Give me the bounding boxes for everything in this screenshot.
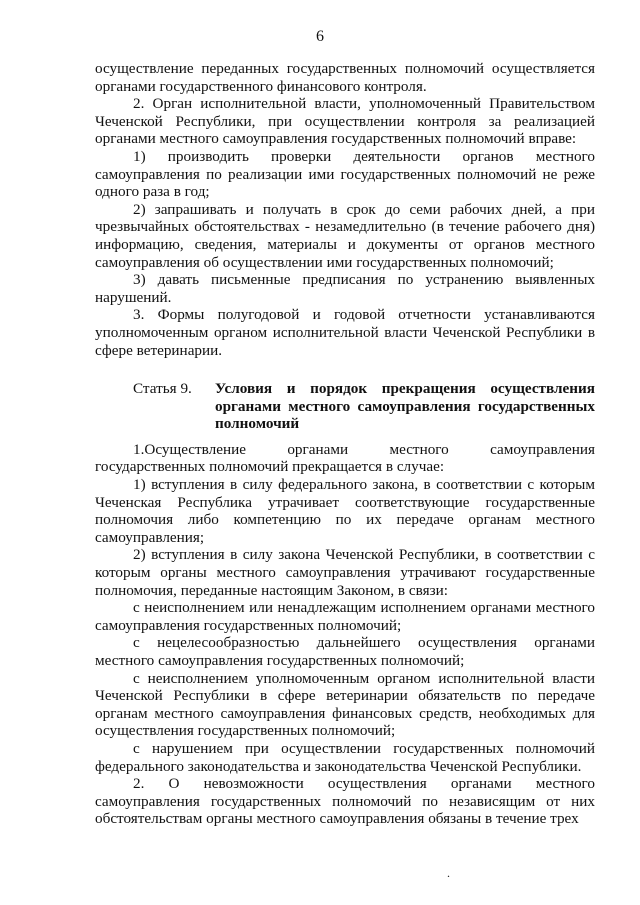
paragraph-authority-rights: 2. Орган исполнительной власти, уполномоченный Правительством Чеченской Республики, при осуществлении контроля за реализацией органами местного самоуправления государственных полномочий вправе:	[95, 95, 595, 148]
document-body	[95, 60, 595, 828]
paragraph-control-continuation: осуществление переданных государственных полномочий осуществляется органами государственного финансового контроля.	[95, 60, 595, 95]
paragraph-reason-law-violation: с нарушением при осуществлении государственных полномочий федерального законодательства и законодательства Чеченской Республики.	[95, 739, 595, 775]
paragraph-termination-cases: 1.Осуществление органами местного самоуправления государственных полномочий прекращается в случае:	[95, 440, 595, 476]
paragraph-reason-funding: с неисполнением уполномоченным органом исполнительной власти Чеченской Республики в сфере ветеринарии обязательств по передаче органам местного самоуправления финансовых средств, необходимых для осуществления государственных полномочий;	[95, 669, 595, 740]
paragraph-reason-inexpediency: с нецелесообразностью дальнейшего осуществления органами местного самоуправления государственных полномочий;	[95, 634, 595, 669]
page-number: 6	[316, 28, 324, 45]
paragraph-reporting-forms: 3. Формы полугодовой и годовой отчетности устанавливаются уполномоченным органом исполнительной власти Чеченской Республики в сфере ветеринарии.	[95, 306, 595, 359]
footer-mark: .	[447, 866, 450, 880]
paragraph-right-request-info: 2) запрашивать и получать в срок до семи рабочих дней, а при чрезвычайных обстоятельствах - незамедлительно (в течение рабочего дня) информацию, сведения, материалы и документы от органов местного самоуправления об осуществлении ими государственных полномочий;	[95, 200, 595, 271]
paragraph-reason-nonperformance: с неисполнением или ненадлежащим исполнением органами местного самоуправления государственных полномочий;	[95, 599, 595, 634]
article-label: Статья 9.	[133, 380, 192, 398]
paragraph-federal-law-case: 1) вступления в силу федерального закона, в соответствии с которым Чеченская Республика утрачивает соответствующие государственные полномочия либо компетенцию по их передаче органам местного самоуправления;	[95, 476, 595, 546]
paragraph-impossibility: 2. О невозможности осуществления органами местного самоуправления государственных полномочий по независящим от них обстоятельствам органы местного самоуправления обязаны в течение трех	[95, 775, 595, 828]
paragraph-regional-law-case: 2) вступления в силу закона Чеченской Республики, в соответствии с которым органы местного самоуправления утрачивают государственные полномочия, переданные настоящим Законом, в связи:	[95, 546, 595, 599]
article-heading	[95, 380, 595, 433]
paragraph-right-inspections: 1) производить проверки деятельности органов местного самоуправления по реализации ими государственных полномочий не реже одного раза в год;	[95, 147, 595, 201]
article-title: Условия и порядок прекращения осуществления органами местного самоуправления государственных полномочий	[215, 380, 595, 433]
paragraph-right-instructions: 3) давать письменные предписания по устранению выявленных нарушений.	[95, 271, 595, 306]
